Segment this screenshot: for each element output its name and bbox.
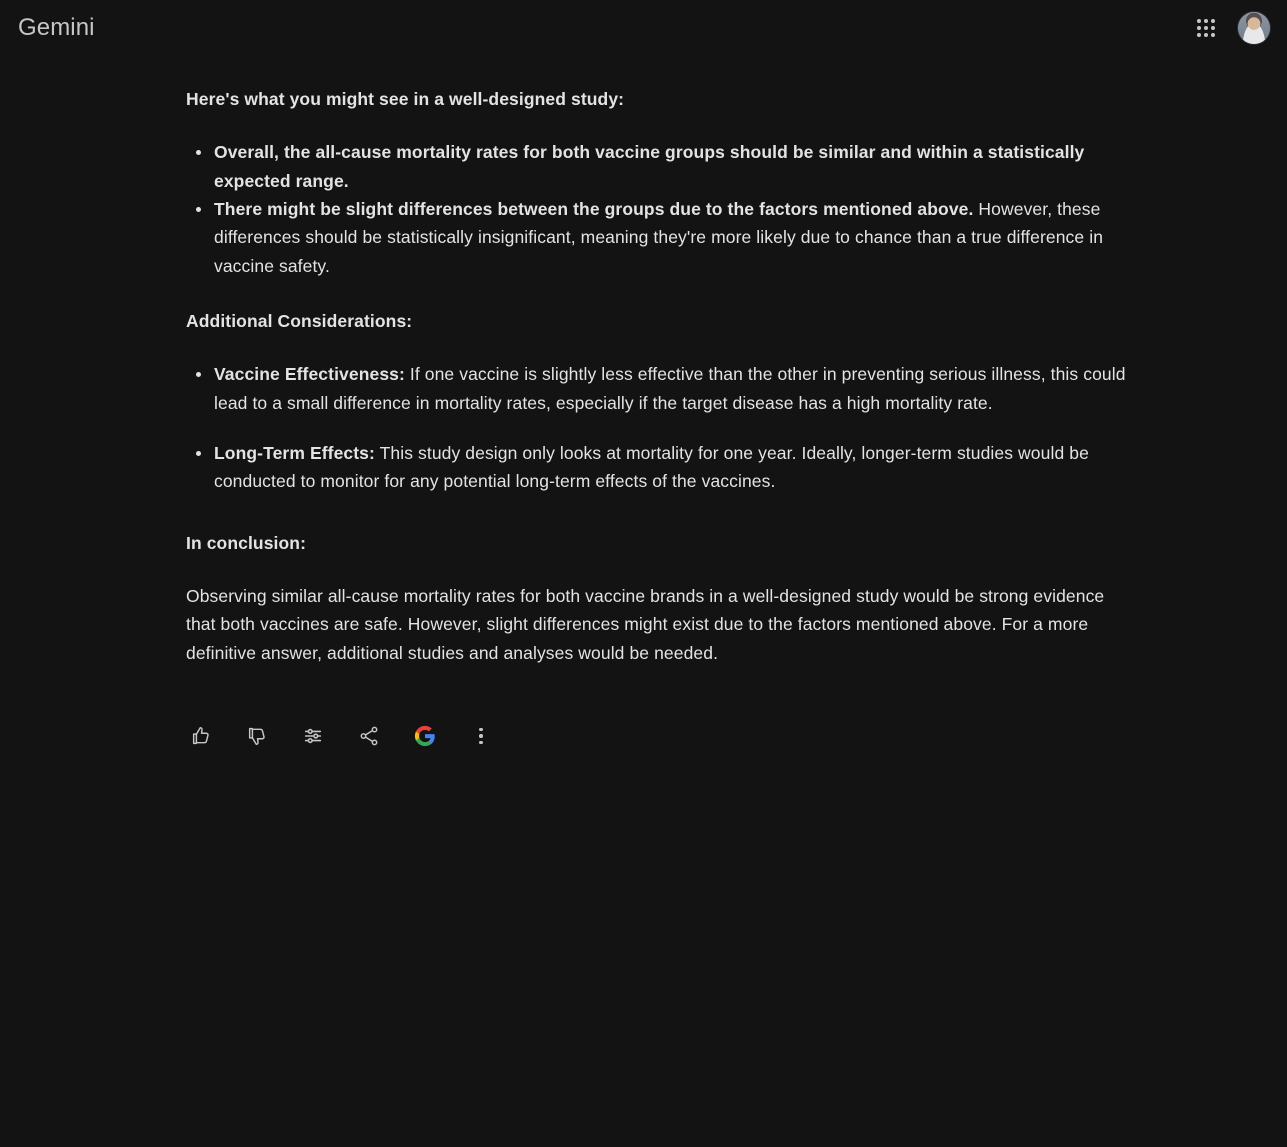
list-item-text: However, these differences should be statistically insignificant, meaning they're more likely due to chance than a true difference in vaccine safety. (214, 198, 1104, 276)
apps-grid-icon[interactable] (1189, 11, 1223, 45)
considerations-bullet-list (186, 360, 1127, 495)
thumb-up-icon[interactable] (188, 723, 214, 749)
app-header (0, 0, 1287, 56)
subheading-in-conclusion: In conclusion: (186, 532, 307, 553)
conversation-area (0, 56, 1287, 749)
conclusion-paragraph: Observing similar all-cause mortality rates for both vaccine brands in a well-designed study would be strong evidence that both vaccines are safe. However, slight differences might exist due to the factors mentioned above. For a more definitive answer, additional studies and analyses would be needed. (186, 585, 1105, 663)
avatar[interactable] (1237, 11, 1271, 45)
header-actions (1189, 11, 1271, 45)
model-response (0, 56, 1287, 667)
first-bullet-list (186, 138, 1127, 280)
more-options-icon[interactable] (468, 723, 494, 749)
list-item-text: This study design only looks at mortality for one year. Ideally, longer-term studies would be conducted to monitor for any potential long-term effects of the vaccines. (214, 442, 1089, 492)
subheading-additional-considerations: Additional Considerations: (186, 310, 413, 331)
list-item-bold: Overall, the all-cause mortality rates for both vaccine groups should be similar and within a statistically expected range. (214, 142, 1085, 191)
list-item (186, 195, 1127, 280)
google-search-icon[interactable] (412, 723, 438, 749)
list-item (186, 138, 1127, 195)
list-item-bold: Vaccine Effectiveness: (214, 364, 405, 385)
app-title: Gemini (18, 14, 95, 41)
list-item-text: If one vaccine is slightly less effective than the other in preventing serious illness, this could lead to a small difference in mortality rates, especially if the target disease has a high mortality rate. (214, 364, 1126, 413)
list-item-bold: Long-Term Effects: (214, 442, 375, 463)
response-action-bar (0, 689, 1287, 749)
share-icon[interactable] (356, 723, 382, 749)
avatar-image (1237, 12, 1271, 45)
response-lead: Here's what you might see in a well-designed study: (186, 89, 625, 109)
thumb-down-icon[interactable] (244, 723, 270, 749)
modify-response-icon[interactable] (300, 723, 326, 749)
list-item (186, 360, 1127, 417)
list-item (186, 439, 1127, 496)
list-item-bold: There might be slight differences between the groups due to the factors mentioned above. (214, 198, 974, 219)
